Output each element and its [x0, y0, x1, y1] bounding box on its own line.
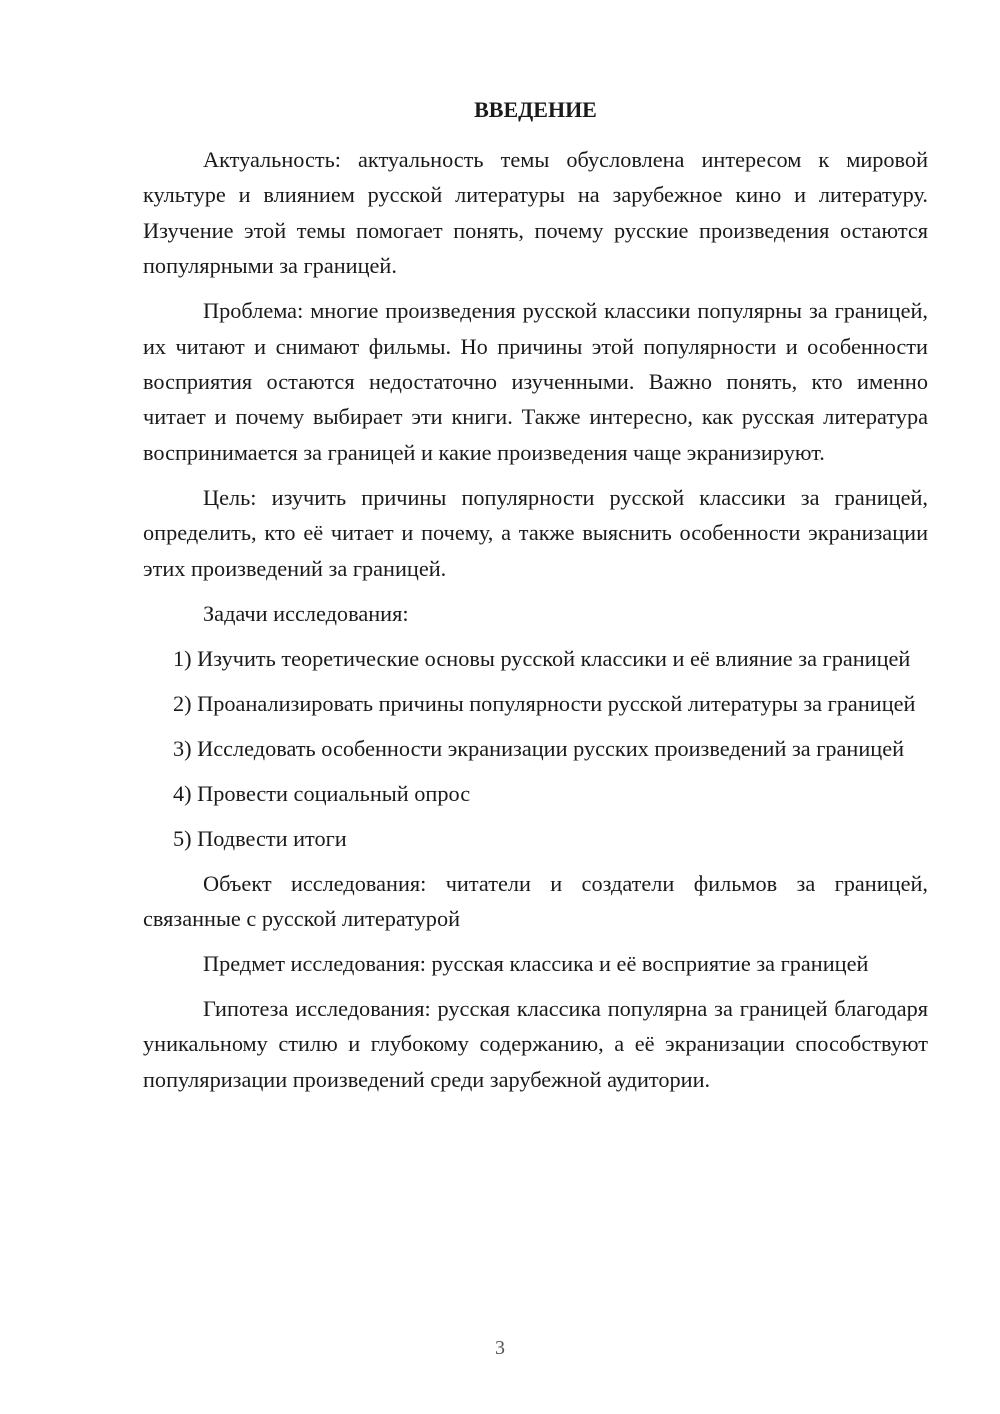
task-item-3: 3) Исследовать особенности экранизации русских произведений за границей [173, 735, 905, 761]
paragraph-subject: Предмет исследования: русская классика и её восприятие за границей [203, 951, 869, 977]
section-heading: ВВЕДЕНИЕ [474, 97, 597, 122]
task-item-1: 1) Изучить теоретические основы русской классики и её влияние за границей [173, 645, 911, 671]
tasks-title: Задачи исследования: [203, 600, 409, 626]
body-text [143, 142, 928, 1097]
task-item-4: 4) Провести социальный опрос [173, 780, 471, 806]
paragraph-hypothesis: Гипотеза исследования: русская классика популярна за границей благодаря уникальному стилю и глубокому содержанию, а её экранизации способствуют популяризации произведений среди зарубежной аудитории. [143, 996, 928, 1092]
page-number: 3 [495, 1337, 505, 1359]
paragraph-relevance: Актуальность: актуальность темы обусловлена интересом к мировой культуре и влиянием русской литературы на зарубежное кино и литературу. Изучение этой темы помогает понять, почему русские произведения остаются популярными за границей. [143, 147, 928, 279]
task-item-2: 2) Проанализировать причины популярности русской литературы за границей [173, 690, 916, 716]
paragraph-goal: Цель: изучить причины популярности русской классики за границей, определить, кто её читает и почему, а также выяснить особенности экранизации этих произведений за границей. [143, 484, 928, 581]
task-item-5: 5) Подвести итоги [173, 825, 347, 851]
paragraph-problem: Проблема: многие произведения русской классики популярны за границей, их читают и снимают фильмы. Но причины этой популярности и особенности восприятия остаются недостаточно изученными. Важно понять, кто именно читает и почему выбирает эти книги. Также интересно, как русская литература воспринимается за границей и какие произведения чаще экранизируют. [143, 298, 928, 465]
paragraph-object: Объект исследования: читатели и создатели фильмов за границей, связанные с русской литературой [143, 870, 928, 932]
